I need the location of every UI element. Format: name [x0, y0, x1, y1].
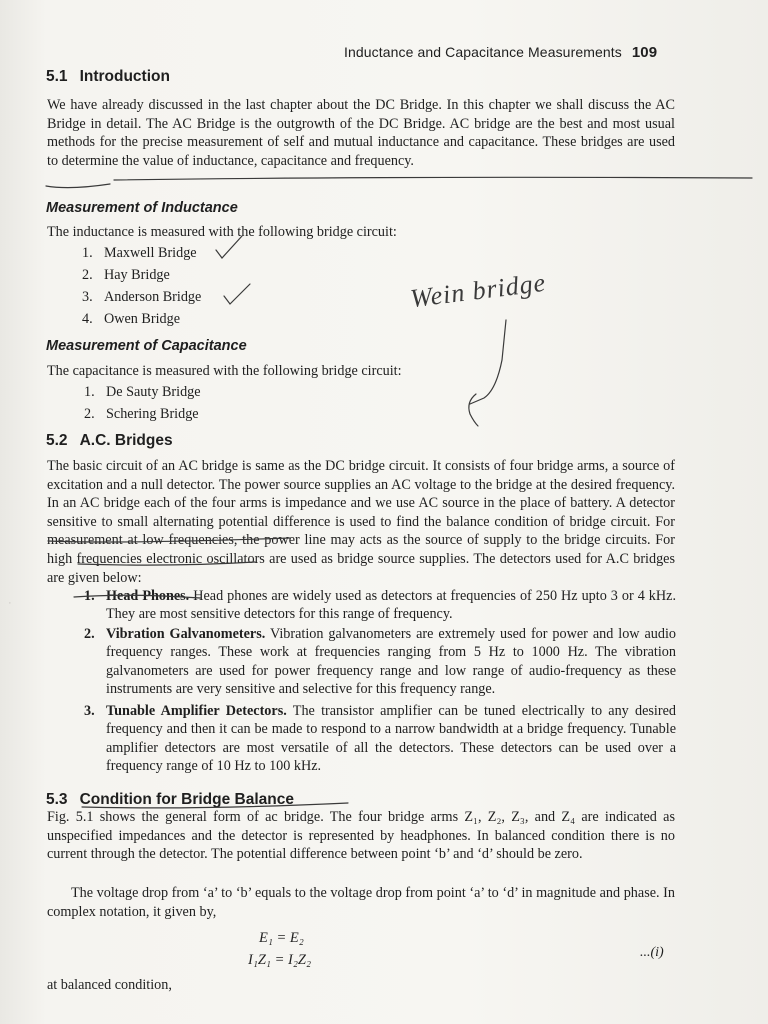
equation-1: E₁ = E₂: [259, 930, 304, 946]
capacitance-intro: The capacitance is measured with the following bridge circuit:: [47, 363, 402, 379]
running-title: Inductance and Capacitance Measurements: [344, 44, 622, 60]
section-number: 5.3: [46, 791, 68, 808]
detector-item: 1. Head Phones. Head phones are widely used as detectors at frequencies of 250 Hz upto 3 or 4 kHz. They are most sensitive detectors for this range of frequency.: [84, 588, 676, 623]
section-title: Introduction: [79, 68, 170, 85]
balance-paragraph-2: The voltage drop from ‘a’ to ‘b’ equals to the voltage drop from point ‘a’ to ‘d’ in magnitude and phase. In complex notation, it given by,: [47, 885, 675, 920]
list-item: 2. Hay Bridge: [82, 267, 170, 283]
handwritten-note: Wein bridge: [408, 267, 548, 314]
intro-paragraph: We have already discussed in the last chapter about the DC Bridge. In this chapter we shall discuss the AC Bridge in detail. The AC Bridge is the outgrowth of the DC Bridge. AC bridge are the best and most usual methods for the precise measurement of self and mutual inductance and capacitance. These bridges are used to determine the value of inductance, capacitance and frequency.: [47, 97, 675, 169]
equation-number: ...(i): [640, 945, 664, 960]
equation-2: I₁Z₁ = I₂Z₂: [248, 952, 311, 968]
detector-title: Head Phones.: [106, 588, 190, 604]
section-heading-5-1: [46, 68, 170, 86]
list-item: 1. De Sauty Bridge: [84, 384, 201, 400]
bleed-through: ·: [8, 597, 12, 609]
section-number: 5.2: [46, 432, 68, 449]
section-number: 5.1: [46, 68, 68, 85]
detector-title: Tunable Amplifier Detectors.: [106, 703, 287, 719]
inductance-intro: The inductance is measured with the following bridge circuit:: [47, 224, 397, 240]
list-item: 3. Anderson Bridge: [82, 289, 202, 305]
section-heading-5-3: [46, 791, 294, 809]
section-heading-5-2: [46, 432, 173, 450]
ac-bridges-paragraph: The basic circuit of an AC bridge is same as the DC bridge circuit. It consists of four bridge arms, a source of excitation and a null detector. The power source supplies an AC voltage to the bridge at the desired frequency. In an AC bridge each of the four arms is impedance and we use AC source in the place of battery. A detector sensitive to small alternating potential difference is used to find the balance condition of bridge circuit. For measurement at low frequencies, the power line may acts as the source of supply to the bridge circuits. For high frequencies electronic oscillators are used as bridge source supplies. The detectors used for A.C bridges are given below:: [47, 458, 675, 586]
capacitance-heading: Measurement of Capacitance: [46, 338, 247, 354]
underline-mark: [114, 177, 752, 180]
detector-item: 3. Tunable Amplifier Detectors. The transistor amplifier can be tuned electrically to any desired frequency and then it can be made to respond to a narrow bandwidth at a bridge frequency. Tunable amplifier detectors are most versatile of all the detectors. These detectors can be used over a frequency range of 10 Hz to 100 kHz.: [84, 703, 676, 775]
page-number: 109: [631, 44, 658, 61]
balance-paragraph-1: Fig. 5.1 shows the general form of ac bridge. The four bridge arms Z₁, Z₂, Z₃, and Z₄ are indicated as unspecified impedances and the detector is represented by headphones. In balanced condition there is no current through the detector. The potential difference between point ‘b’ and ‘d’ should be zero.: [47, 809, 675, 863]
list-item: 2. Schering Bridge: [84, 406, 199, 422]
running-header: [344, 44, 674, 61]
inductance-heading: Measurement of Inductance: [46, 200, 238, 216]
detector-item: 2. Vibration Galvanometers. Vibration galvanometers are extremely used for power and low audio frequency ranges. These work at frequencies ranging from 5 Hz to 1000 Hz. The vibration galvanometers are used for power frequency range and low range of audio-frequency as these instruments are very sensitive and selective for this frequency range.: [84, 626, 676, 698]
section-title: A.C. Bridges: [79, 432, 173, 449]
checkmark-icon: [224, 284, 250, 304]
detector-title: Vibration Galvanometers.: [106, 626, 266, 642]
balanced-condition-text: at balanced condition,: [47, 977, 172, 993]
underline-mark: [46, 184, 110, 188]
section-title: Condition for Bridge Balance: [79, 791, 294, 808]
list-item: 1. Maxwell Bridge: [82, 245, 197, 261]
arrow-mark: [469, 394, 478, 426]
list-item: 4. Owen Bridge: [82, 311, 181, 327]
